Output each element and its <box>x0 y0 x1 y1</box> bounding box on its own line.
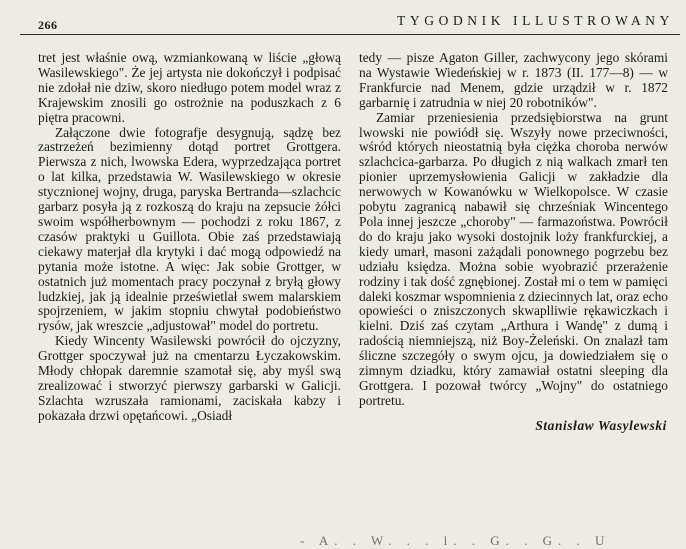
paragraph: Zamiar przeniesienia przedsiębiorstwa na grunt lwowski nie powiódł się. Wszyły nowe przeciwności, wśród których nieostatnią była ciężka choroba nerwów szlachcica-garbarza. Po długich z nią walkach zmarł ten pionier uprzemysłowienia Galicji w zakładzie dla nerwowych w Kowanówku w Wielkopolsce. W czasie pobytu zagranicą nabawił się chrześniak Wincentego Pola innej jeszcze „choroby" — farmazoństwa. Powrócił do do kraju jako wysoki dostojnik loży frankfurckiej, a kiedy umarł, masoni zażądali ponownego pogrzebu bez udziału księdza. Można sobie wyobrazić przerażenie rodziny i tak dość zgnębionej. Został mi o tem w pamięci daleki koszmar wspomnienia z dziecinnych lat, oraz echo opowieści o zniszczonych skwaplliwie rękawiczkach i kielni. Dziś zaś czytam „Arthura i Wandę" z dumą i radością niemniejszą, niż Boy-Żeleński. On znalazł tam śliczne szczegóły o swym ojcu, ja dowiedziałem się o zimnym dziadku, który zamawiał ostatni sleeping dla Grottgera. I pozował twórcy „Wojny" do ostatniego portretu. <box>359 109 668 408</box>
running-head: TYGODNIK ILLUSTROWANY <box>397 13 674 28</box>
right-column <box>359 51 668 434</box>
paragraph: Załączone dwie fotografje desygnują, sądzę bez zastrzeżeń bezimienny dotąd portret Grottgera. Pierwsza z nich, lwowska Edera, wyprzedzająca portret o lat kilka, przedstawia W. Wasilewskiego w okresie stycznionej wojny, druga, paryska Bertranda—szlachcic garbarz posyła ją z rozkoszą do kraju na zepsucie żółci swoim współherbownym — pochodzi z roku 1867, z czasów praktyki u Guillota. Obie zaś przedstawiają ciekawy materjał dla krytyki i dać mogą odpowiedź na pytania może istotne. A więc: Jak sobie Grottger, w ostatnich już momentach pracy poczynał z bryłą głowy ludzkiej, jak ją idealnie prześwietlał swem malarskiem spojrzeniem, w jakim stopniu chwytał podobieństwo rysów, jak wreszcie „adjustował" model do portretu. <box>38 124 341 334</box>
left-column <box>38 51 341 424</box>
page-number: 266 <box>38 18 58 32</box>
paragraph: tedy — pisze Agaton Giller, zachwycony jego skórami na Wystawie Wiedeńskiej w r. 1873 (II. 177—8) — w Frankfurcie nad Menem, gdzie urządził w r. 1872 garbarnię i zatrudnia w niej 20 robotników". <box>359 50 668 110</box>
header-rule <box>20 34 680 35</box>
paragraph: Kiedy Wincenty Wasilewski powrócił do ojczyzny, Grottger spoczywał już na cmentarzu Łyczakowskim. Młody chłopak daremnie szamotał się, aby myśl swą zrealizować i stworzyć pierwszy garbarski w Galicji. Szlachta wzruszała ramionami, zaciskała kabzy i pokazała drzwi opętańcowi. „Osiadł <box>38 333 341 423</box>
paragraph: tret jest właśnie ową, wzmiankowaną w liście „głową Wasilewskiego". Że jej artysta nie dokończył i podpisać nie zdołał nie dziw, skoro niedługo potem model wraz z Krajewskim znosili go ostrożnie na poduszkach z 6 piętra pracowni. <box>38 50 341 125</box>
next-page-fragment: - A. . W. . . l. . G. . G. . U <box>300 533 611 548</box>
author-signature: Stanisław Wasylewski <box>535 417 667 433</box>
